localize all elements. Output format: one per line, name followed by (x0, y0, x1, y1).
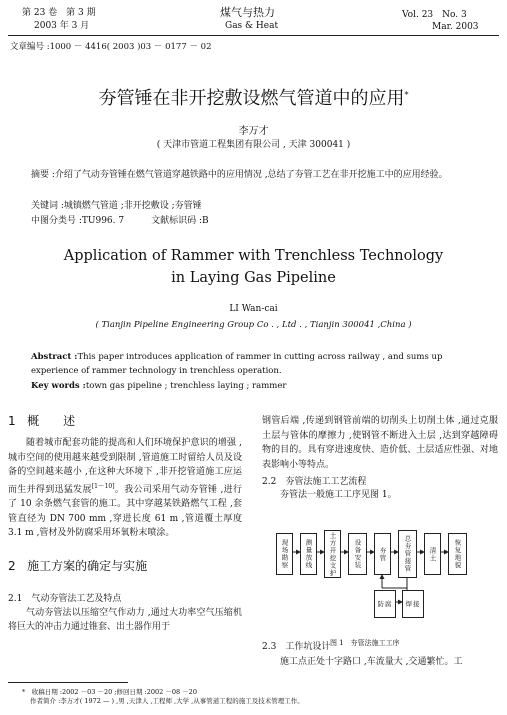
section-2-1-heading: 2.1 气动夯管法工艺及特点 (8, 593, 122, 604)
footnote-author-bio: 作者简介 :李万才( 1972 — ) ,男 ,天津人 ,工程师 ,大学 ,从事管道工程的施工及技术管理工作。 (30, 697, 304, 705)
abstract-en (31, 350, 481, 378)
title-cn-wrap (0, 84, 507, 110)
date-en: Mar. 2003 (432, 22, 479, 32)
section-1-number: 1 (8, 414, 16, 428)
section-1-text-b: 。我公司采用气动夯管锤 ,进行了 10 余条燃气套管的施工。其中穿越某铁路燃气工程 ,套管直径为 DN 700 mm ,穿进长度 61 m ,管道覆土厚度 3.1 m ,管材及外防腐采用环氧粉末喷涂。 (8, 484, 242, 538)
abstract-en-text: This paper introduces application of rammer in cutting across railway , and sums up experience of rammer technology in trenchless operation. (31, 352, 443, 376)
author-en: LI Wan-cai (229, 304, 278, 314)
journal-name-cn: 煤气与热力 (220, 6, 275, 19)
section-2-3-heading: 2.3 工作坑设计 (262, 642, 331, 652)
date-cn: 2003 年 3 月 (34, 21, 90, 31)
volume-issue-cn: 第 23 卷 第 3 期 (22, 8, 96, 18)
flow-box-excavation: 土方开挖支护 (324, 530, 341, 578)
citation-ref: [1～10] (91, 482, 115, 490)
section-1-heading (8, 412, 242, 432)
classification-cn: 中图分类号 :TU996. 7 文献标识码 :B (31, 216, 209, 226)
section-2-number: 2 (8, 558, 16, 573)
flow-box-ramming: 夯管 (374, 533, 391, 575)
flow-box-install: 设备安装 (348, 533, 367, 575)
abstract-cn: 摘要 :介绍了气动夯管锤在燃气管道穿越铁路中的应用情况 ,总结了夯管工艺在非开挖施工中的应用经验。 (31, 170, 448, 180)
section-2-heading (8, 557, 242, 577)
right-column-lower (262, 639, 498, 670)
affiliation-cn: ( 天津市管道工程集团有限公司 , 天津 300041 ) (156, 140, 351, 150)
flow-box-layout: 测量放线 (300, 533, 317, 575)
volume-issue-en: Vol. 23 No. 3 (402, 10, 467, 20)
keywords-en (31, 381, 286, 391)
section-2-title: 施工方案的确定与实施 (27, 558, 148, 573)
footnote-rule (8, 682, 128, 683)
section-2-3-paragraph: 施工点正处十字路口 ,车流量大 ,交通繁忙。工 (280, 657, 463, 667)
keywords-en-label: Key words : (31, 381, 86, 391)
section-1-text-a: 随着城市配套功能的提高和人们环境保护意识的增强 ,城市空间的使用越来越受到限制 ,管道施工时留给人员及设备的空间越来越小 ,在这种大环境下 ,非开挖管道施工应运而生并得到迅猛发展 (8, 438, 242, 495)
flow-box-restore: 恢复地貌 (448, 533, 467, 575)
flow-box-anticorrosion: 防腐 (374, 590, 396, 618)
right-column (262, 414, 498, 503)
section-1-paragraph (8, 436, 242, 541)
right-paragraph-1: 钢管后端 ,传递到钢管前端的切削头上切削土体 ,通过克服土层与管体的摩擦力 ,使钢管不断进入土层 ,达到穿越障碍物的目的。具有穿进速度快、造价低、土层适应性强、对地表影响小等特点。 (262, 416, 498, 470)
flow-box-connect: 总夯管接管 (398, 530, 417, 578)
title-en-line2: in Laying Gas Pipeline (171, 270, 336, 286)
section-1-title: 概 述 (27, 414, 76, 428)
footnote-received: * 收稿日期 :2002 －03 －20 ;修回日期 :2002 －08 －20 (22, 688, 197, 696)
journal-name-en: Gas & Heat (225, 21, 279, 31)
figure-1-flowchart (270, 530, 495, 630)
affiliation-en: ( Tianjin Pipeline Engineering Group Co . , Ltd . , Tianjin 300041 ,China ) (95, 320, 412, 330)
figure-1-caption: 图 1 夯管法施工工序 (330, 639, 400, 647)
title-en-line1: Application of Rammer with Trenchless Technology (63, 248, 444, 264)
abstract-en-label: Abstract : (31, 352, 78, 362)
section-2-1-paragraph: 气动夯管法以压缩空气作动力 ,通过大功率空气压缩机将巨大的冲击力通过锥套、出土器作用于 (8, 607, 242, 632)
keywords-cn: 关键词 :城镇燃气管道 ;非开挖敷设 ;夯管锤 (31, 201, 202, 211)
flow-box-survey: 现场勘察 (276, 533, 293, 575)
left-column (8, 412, 242, 635)
title-footnote-mark: * (404, 90, 409, 100)
header-rule (8, 35, 499, 36)
author-cn: 李万才 (238, 126, 269, 137)
flow-box-clear-soil: 清土 (424, 533, 441, 575)
title-cn: 夯管锤在非开挖敷设燃气管道中的应用 (98, 88, 405, 109)
keywords-en-text: town gas pipeline ; trenchless laying ; rammer (85, 381, 287, 391)
section-2-2-paragraph: 夯管法一般施工工序见图 1。 (280, 490, 397, 500)
section-2-2-heading: 2.2 夯管法施工工艺流程 (262, 477, 367, 487)
article-number: 文章编号 :1000 － 4416( 2003 )03 － 0177 － 02 (10, 42, 212, 52)
flow-box-welding: 焊接 (402, 590, 424, 618)
